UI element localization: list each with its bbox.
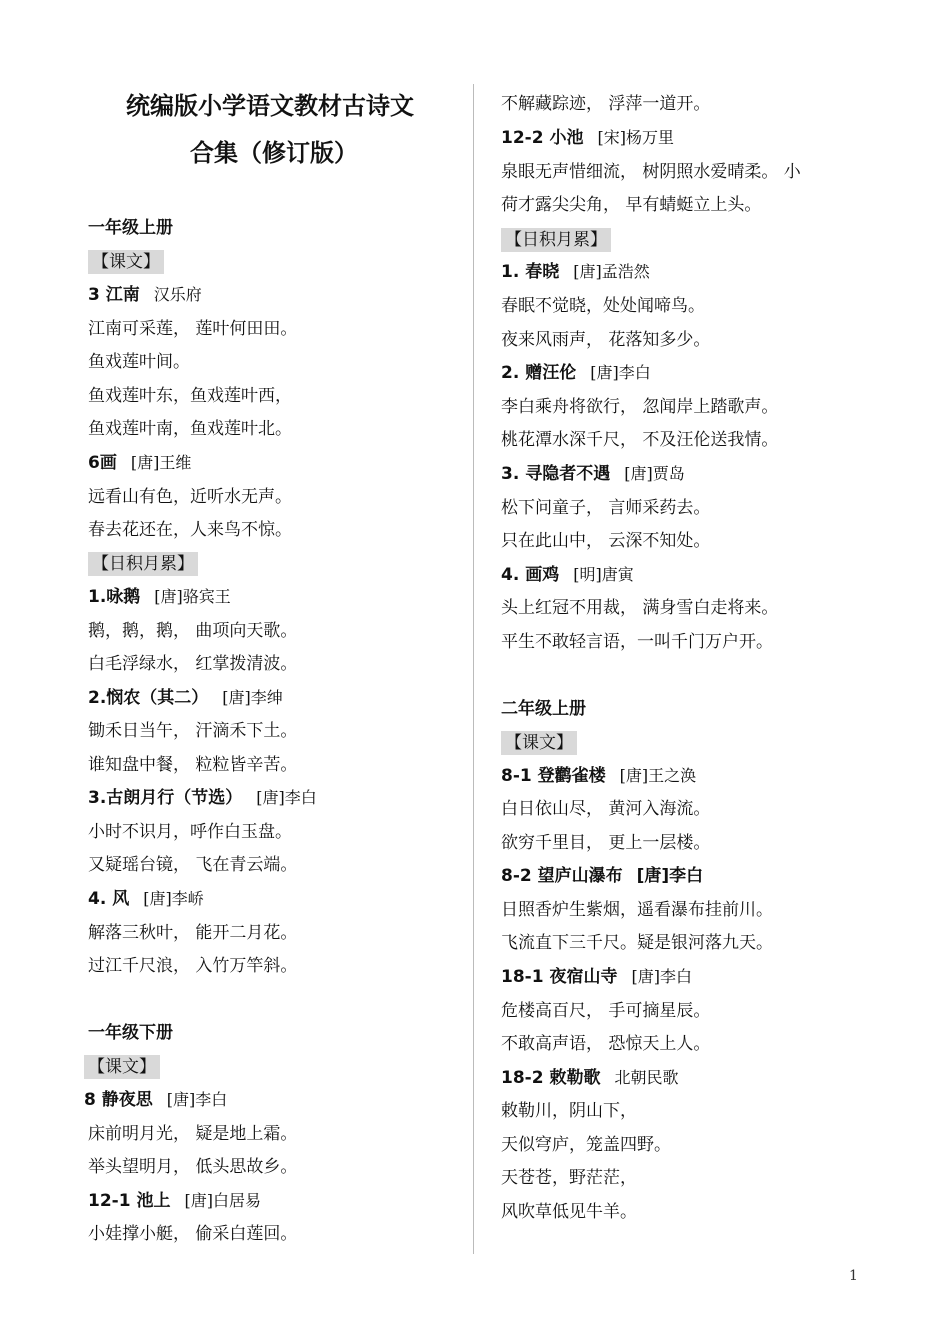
poem-heading: [501, 966, 692, 988]
poem-author: [唐]白居易: [184, 1191, 261, 1210]
section-tag: [501, 731, 577, 753]
poem-heading: [88, 284, 202, 306]
poem-line: 白毛浮绿水， 红掌拨清波。: [88, 654, 298, 674]
poem-line: 白日依山尽， 黄河入海流。: [501, 799, 711, 819]
poem-heading: [501, 463, 685, 485]
poem-author: [唐]李白: [636, 866, 704, 886]
doc-title-line2: 合集（修订版）: [190, 139, 358, 167]
poem-heading: [88, 687, 283, 709]
poem-line: 夜来风雨声， 花落知多少。: [501, 330, 711, 350]
poem-line: 泉眼无声惜细流， 树阴照水爱晴柔。 小: [501, 162, 801, 182]
section-tag: [88, 552, 198, 574]
poem-line: 日照香炉生紫烟，遥看瀑布挂前川。: [501, 900, 773, 920]
poem-heading: [501, 362, 651, 384]
poem-title: 18-2 敕勒歌: [501, 1068, 601, 1088]
poem-line: 只在此山中， 云深不知处。: [501, 531, 711, 551]
poem-line: 小娃撑小艇， 偷采白莲回。: [88, 1224, 298, 1244]
poem-heading: [88, 586, 231, 608]
poem-author: [唐]李白: [631, 967, 692, 986]
poem-title: 2.悯农（其二）: [88, 688, 209, 708]
poem-line: 不解藏踪迹， 浮萍一道开。: [501, 94, 711, 114]
poem-title: 3. 寻隐者不遇: [501, 464, 611, 484]
section-tag-label: 【日积月累】: [501, 228, 611, 252]
poem-author: [唐]李白: [256, 788, 317, 807]
poem-line: 李白乘舟将欲行， 忽闻岸上踏歌声。: [501, 397, 779, 417]
section-tag: [88, 250, 164, 272]
section-tag: [84, 1055, 160, 1077]
poem-title: 8-1 登鹳雀楼: [501, 766, 606, 786]
poem-line: 小时不识月，呼作白玉盘。: [88, 822, 292, 842]
poem-heading: [501, 127, 674, 149]
poem-line: 又疑瑶台镜， 飞在青云端。: [88, 855, 298, 875]
poem-title: 6画: [88, 453, 117, 473]
poem-line: 江南可采莲， 莲叶何田田。: [88, 319, 298, 339]
grade-heading: [501, 698, 586, 720]
poem-author: [唐]李峤: [143, 889, 204, 908]
grade-heading: [88, 217, 173, 239]
poem-title: 18-1 夜宿山寺: [501, 967, 618, 987]
poem-author: [唐]李白: [590, 363, 651, 382]
poem-author: [唐]李绅: [222, 688, 283, 707]
poem-line: 敕勒川，阴山下，: [501, 1101, 637, 1121]
doc-title-line1: 统编版小学语文教材古诗文: [126, 92, 414, 120]
poem-title: 12-1 池上: [88, 1191, 171, 1211]
poem-heading: [501, 865, 703, 887]
poem-line: 远看山有色，近听水无声。: [88, 487, 292, 507]
poem-line: 举头望明月， 低头思故乡。: [88, 1157, 298, 1177]
poem-heading: [88, 1190, 261, 1212]
section-tag-label: 【课文】: [88, 250, 164, 274]
poem-line: 头上红冠不用裁， 满身雪白走将来。: [501, 598, 779, 618]
poem-line: 鹅，鹅，鹅， 曲项向天歌。: [88, 621, 298, 641]
poem-author: [宋]杨万里: [597, 128, 674, 147]
poem-line: 天似穹庐，笼盖四野。: [501, 1135, 671, 1155]
poem-heading: [88, 452, 191, 474]
poem-heading: [88, 888, 204, 910]
poem-line: 春眠不觉晓，处处闻啼鸟。: [501, 296, 705, 316]
poem-author: [唐]李白: [166, 1090, 228, 1109]
poem-heading: [84, 1089, 227, 1111]
poem-title: 2. 赠汪伦: [501, 363, 577, 383]
grade-heading: [88, 1022, 173, 1044]
poem-line: 床前明月光， 疑是地上霜。: [88, 1124, 298, 1144]
poem-author: [明]唐寅: [573, 565, 634, 584]
poem-line: 谁知盘中餐， 粒粒皆辛苦。: [88, 755, 298, 775]
poem-line: 平生不敢轻言语，一叫千门万户开。: [501, 632, 773, 652]
poem-line: 荷才露尖尖角， 早有蜻蜓立上头。: [501, 195, 762, 215]
page-number: 1: [849, 1268, 858, 1284]
poem-line: 危楼高百尺， 手可摘星辰。: [501, 1001, 711, 1021]
poem-author: [唐]贾岛: [624, 464, 685, 483]
poem-line: 天苍苍，野茫茫，: [501, 1168, 637, 1188]
poem-heading: [501, 564, 634, 586]
poem-title: 3.古朗月行（节选）: [88, 788, 243, 808]
grade-heading-text: 一年级下册: [88, 1023, 173, 1043]
poem-author: 汉乐府: [153, 285, 202, 304]
poem-title: 1. 春晓: [501, 262, 560, 282]
poem-line: 飞流直下三千尺。疑是银河落九天。: [501, 933, 773, 953]
grade-heading-text: 二年级上册: [501, 699, 586, 719]
section-tag: [501, 228, 611, 250]
poem-heading: [88, 787, 317, 809]
poem-heading: [501, 1067, 678, 1089]
section-tag-label: 【课文】: [501, 731, 577, 755]
poem-heading: [501, 261, 650, 283]
poem-line: 松下问童子， 言师采药去。: [501, 498, 711, 518]
poem-line: 鱼戏莲叶南，鱼戏莲叶北。: [88, 419, 292, 439]
poem-line: 鱼戏莲叶东，鱼戏莲叶西，: [88, 386, 292, 406]
section-tag-label: 【日积月累】: [88, 552, 198, 576]
column-divider: [473, 84, 474, 1254]
poem-title: 8-2 望庐山瀑布: [501, 866, 623, 886]
poem-author: [唐]王之涣: [619, 766, 697, 785]
poem-line: 过江千尺浪， 入竹万竿斜。: [88, 956, 298, 976]
poem-title: 1.咏鹅: [88, 587, 141, 607]
poem-author: [唐]骆宾王: [154, 587, 231, 606]
poem-title: 12-2 小池: [501, 128, 584, 148]
poem-author: [唐]王维: [130, 453, 192, 472]
poem-title: 8 静夜思: [84, 1090, 153, 1110]
poem-title: 3 江南: [88, 285, 140, 305]
poem-heading: [501, 765, 696, 787]
grade-heading-text: 一年级上册: [88, 218, 173, 238]
section-tag-label: 【课文】: [84, 1055, 160, 1079]
poem-title: 4. 画鸡: [501, 565, 560, 585]
poem-line: 桃花潭水深千尺， 不及汪伦送我情。: [501, 430, 779, 450]
poem-line: 解落三秋叶， 能开二月花。: [88, 923, 298, 943]
poem-line: 鱼戏莲叶间。: [88, 352, 190, 372]
poem-line: 春去花还在，人来鸟不惊。: [88, 520, 292, 540]
poem-line: 欲穷千里目， 更上一层楼。: [501, 833, 711, 853]
poem-author: [唐]孟浩然: [573, 262, 650, 281]
poem-line: 风吹草低见牛羊。: [501, 1202, 637, 1222]
poem-line: 锄禾日当午， 汗滴禾下土。: [88, 721, 298, 741]
poem-author: 北朝民歌: [614, 1068, 679, 1087]
poem-line: 不敢高声语， 恐惊天上人。: [501, 1034, 711, 1054]
poem-title: 4. 风: [88, 889, 130, 909]
